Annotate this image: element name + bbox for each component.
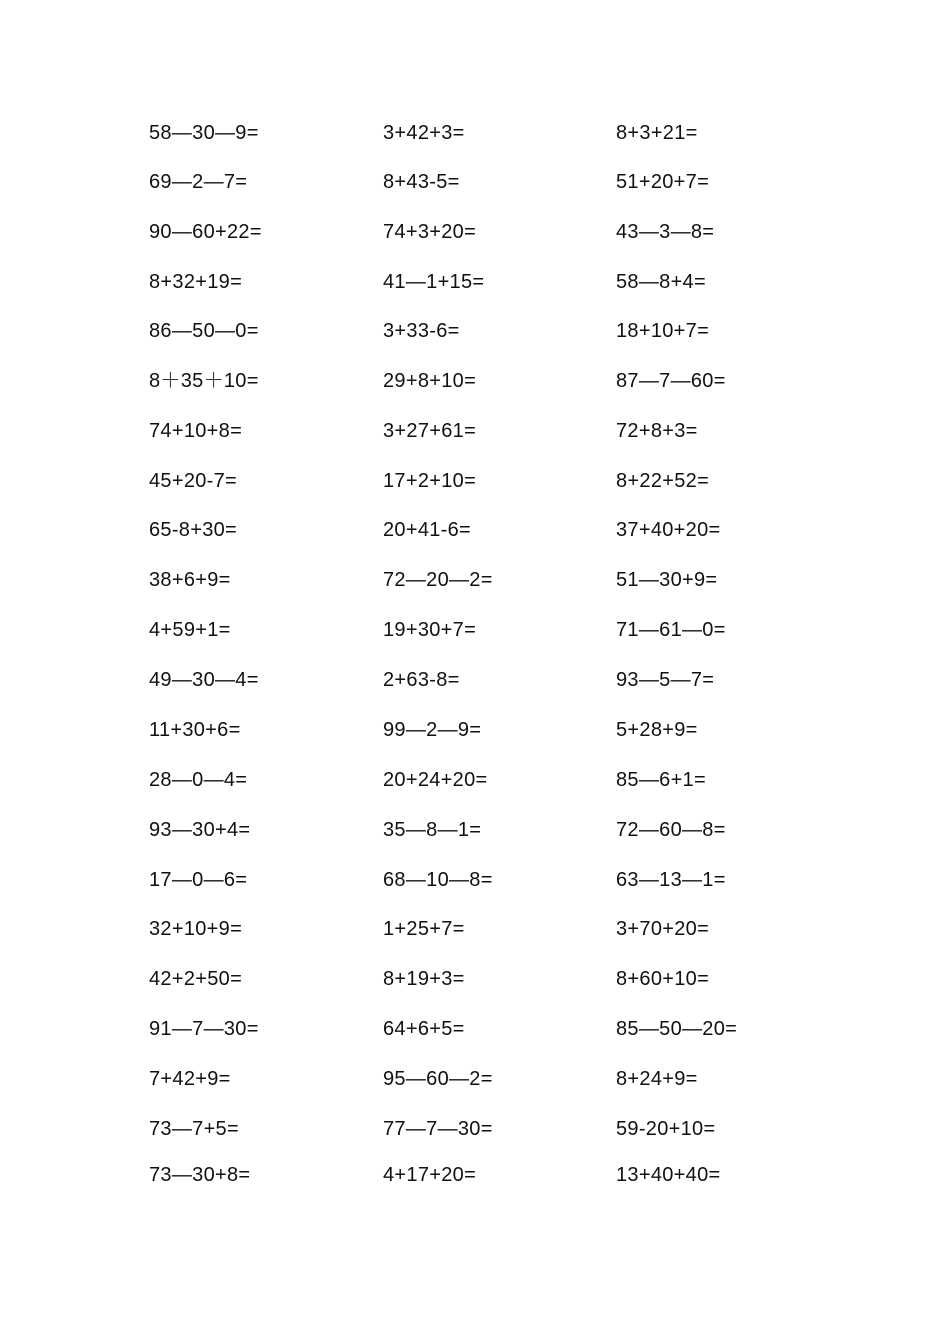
- math-problem: 17—0—6=: [149, 869, 248, 891]
- math-problem: 63—13—1=: [616, 869, 726, 891]
- math-problem: 5+28+9=: [616, 719, 698, 741]
- math-problem: 49—30—4=: [149, 669, 259, 691]
- math-problem: 19+30+7=: [383, 619, 477, 641]
- math-problem: 45+20-7=: [149, 470, 238, 492]
- math-problem: 4+59+1=: [149, 619, 231, 641]
- math-problem: 13+40+40=: [616, 1164, 721, 1186]
- math-problem: 1+25+7=: [383, 918, 465, 940]
- math-problem: 8+3+21=: [616, 122, 698, 144]
- math-problem: 42+2+50=: [149, 968, 243, 990]
- math-problem: 3+70+20=: [616, 918, 710, 940]
- math-problem: 51—30+9=: [616, 569, 718, 591]
- math-problem: 20+41-6=: [383, 519, 472, 541]
- math-problem: 4+17+20=: [383, 1164, 477, 1186]
- math-problem: 35—8—1=: [383, 819, 482, 841]
- math-problem: 64+6+5=: [383, 1018, 465, 1040]
- math-problem: 99—2—9=: [383, 719, 482, 741]
- math-problem: 41—1+15=: [383, 271, 485, 293]
- math-problem: 91—7—30=: [149, 1018, 259, 1040]
- math-problem: 93—5—7=: [616, 669, 715, 691]
- math-problem: 93—30+4=: [149, 819, 251, 841]
- math-problem: 17+2+10=: [383, 470, 477, 492]
- math-problem: 85—50—20=: [616, 1018, 738, 1040]
- math-problem: 90—60+22=: [149, 221, 262, 243]
- math-problem: 3+42+3=: [383, 122, 465, 144]
- math-problem: 72—60—8=: [616, 819, 726, 841]
- math-problem: 7+42+9=: [149, 1068, 231, 1090]
- math-problem: 77—7—30=: [383, 1118, 493, 1140]
- math-problem: 86—50—0=: [149, 320, 259, 342]
- math-problem: 3+33-6=: [383, 320, 460, 342]
- math-problem: 20+24+20=: [383, 769, 488, 791]
- math-problem: 8＋35＋10=: [149, 370, 259, 392]
- math-problem: 8+22+52=: [616, 470, 710, 492]
- math-problem: 28—0—4=: [149, 769, 248, 791]
- math-problem: 58—8+4=: [616, 271, 706, 293]
- math-problem: 72+8+3=: [616, 420, 698, 442]
- math-problem: 72—20—2=: [383, 569, 493, 591]
- math-problem: 43—3—8=: [616, 221, 715, 243]
- math-problem: 8+60+10=: [616, 968, 710, 990]
- math-problem: 38+6+9=: [149, 569, 231, 591]
- math-problem: 29+8+10=: [383, 370, 477, 392]
- math-problem: 58—30—9=: [149, 122, 259, 144]
- math-problem: 59-20+10=: [616, 1118, 716, 1140]
- math-problem: 32+10+9=: [149, 918, 243, 940]
- math-problem: 74+3+20=: [383, 221, 477, 243]
- math-problem: 11+30+6=: [149, 719, 241, 741]
- math-problem: 65-8+30=: [149, 519, 238, 541]
- math-problem: 74+10+8=: [149, 420, 243, 442]
- math-problem: 73—30+8=: [149, 1164, 251, 1186]
- math-problem: 18+10+7=: [616, 320, 710, 342]
- math-problem: 8+32+19=: [149, 271, 243, 293]
- math-problem: 73—7+5=: [149, 1118, 239, 1140]
- math-problem: 2+63-8=: [383, 669, 460, 691]
- math-problem: 51+20+7=: [616, 171, 710, 193]
- math-problem: 8+43-5=: [383, 171, 460, 193]
- math-problem: 68—10—8=: [383, 869, 493, 891]
- math-problem: 85—6+1=: [616, 769, 706, 791]
- math-problem: 37+40+20=: [616, 519, 721, 541]
- math-problem: 71—61—0=: [616, 619, 726, 641]
- math-problem: 3+27+61=: [383, 420, 477, 442]
- math-problem: 69—2—7=: [149, 171, 248, 193]
- math-problem: 8+19+3=: [383, 968, 465, 990]
- math-problem: 8+24+9=: [616, 1068, 698, 1090]
- math-problem: 87—7—60=: [616, 370, 726, 392]
- math-problem: 95—60—2=: [383, 1068, 493, 1090]
